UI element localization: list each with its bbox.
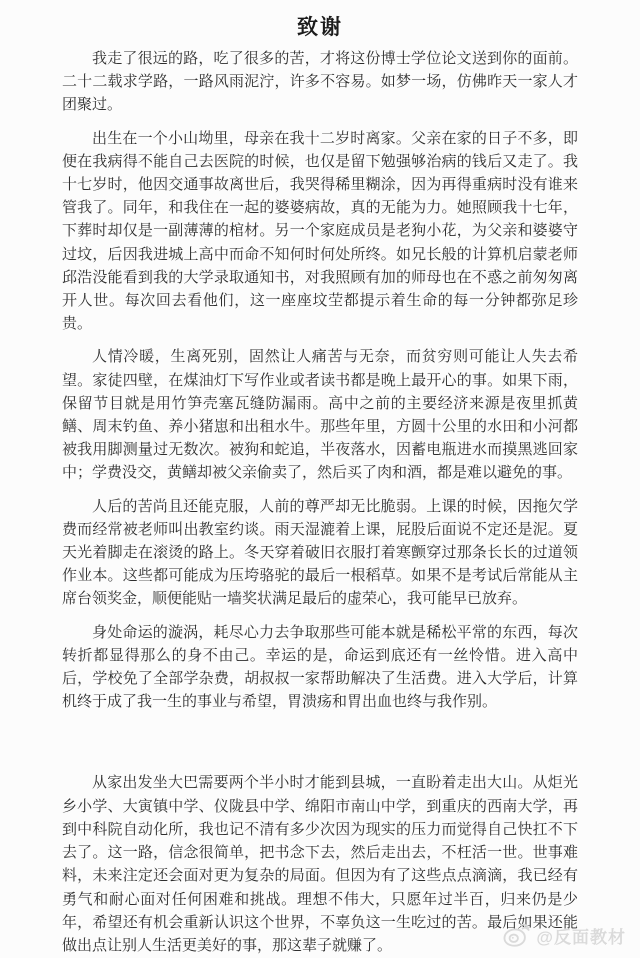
acknowledgement-paragraph-3: 人情冷暖，生离死别，固然让人痛苦与无奈，而贫穷则可能让人失去希望。家徒四壁，在煤油灯下写作业或者读书都是晚上最开心的事。如果下雨，保留节目就是用竹笋壳塞瓦缝防漏雨。高中之前的主要经济来源是夜里抓黄鳝、周末钓鱼、养小猪崽和出租水牛。那些年里，方圆十公里的水田和小河都被我用脚测量过无数次。被狗和蛇追，半夜落水，因蓄电瓶进水而摸黑逃回家中；学费没交，黄鳝却被父亲偷卖了，然后买了肉和酒，都是难以避免的事。 xyxy=(62,349,578,482)
acknowledgement-paragraph-2: 出生在一个小山坳里，母亲在我十二岁时离家。父亲在家的日子不多，即便在我病得不能自己去医院的时候，也仅是留下勉强够治病的钱后又走了。我十七岁时，他因交通事故离世后，我哭得稀里糊涂，因为再得重病时没有谁来管我了。同年，和我住在一起的婆婆病故，真的无能为力。她照顾我十七年，下葬时却仅是一副薄薄的棺材。另一个家庭成员是老狗小花，为父亲和婆婆守过坟，后因我进城上高中而命不知何时何处所终。如兄长般的计算机启蒙老师邱浩没能看到我的大学录取通知书，对我照顾有加的师母也在不惑之前匆匆离开人世。每次回去看他们，这一座座坟茔都提示着生命的每一分钟都弥足珍贵。 xyxy=(62,130,578,333)
acknowledgement-paragraph-4: 人后的苦尚且还能克服，人前的尊严却无比脆弱。上课的时候，因拖欠学费而经常被老师叫出教室约谈。雨天湿漉着上课，屁股后面说不定还是泥。夏天光着脚走在滚烫的路上。冬天穿着破旧衣服打着寒颤穿过那条长长的过道领作业本。这些都可能成为压垮骆驼的最后一根稻草。如果不是考试后常能从主席台领奖金，顺便能贴一墙奖状满足最后的虚荣心，我可能早已放弃。 xyxy=(62,498,578,608)
acknowledgement-paragraph-5: 身处命运的漩涡，耗尽心力去争取那些可能本就是稀松平常的东西，每次转折都显得那么的身不由己。幸运的是，命运到底还有一丝怜惜。进入高中后，学校免了全部学杂费，胡叔叔一家帮助解决了生活费。进入大学后，计算机终于成了我一生的事业与希望，胃溃疡和胃出血也终与我作别。 xyxy=(62,624,578,711)
weibo-icon xyxy=(502,922,532,948)
acknowledgement-paragraph-6: 从家出发坐大巴需要两个半小时才能到县城，一直盼着走出大山。从炬光乡小学、大寅镇中学、仪陇县中学、绵阳市南山中学，到重庆的西南大学，再到中科院自动化所，我也记不清有多少次因为现实的压力而觉得自己快扛不下去了。这一路，信念很简单，把书念下去，然后走出去，不枉活一世。世事难料，未来注定还会面对更为复杂的局面。但因为有了这些点点滴滴，我已经有勇气和耐心面对任何困难和挑战。理想不伟大，只愿年过半百，归来仍是少年，希望还有机会重新认识这个世界，不辜负这一生吃过的苦。最后如果还能做出点让别人生活更美好的事，那这辈子就赚了。 xyxy=(62,775,578,954)
watermark-handle: @反面教材 xyxy=(536,927,626,947)
page-title: 致谢 xyxy=(297,16,343,39)
watermark xyxy=(502,922,626,948)
acknowledgement-paragraph-1: 我走了很远的路，吃了很多的苦，才将这份博士学位论文送到你的面前。二十二载求学路，一路风雨泥泞，许多不容易。如梦一场，仿佛昨天一家人才团聚过。 xyxy=(62,51,578,114)
